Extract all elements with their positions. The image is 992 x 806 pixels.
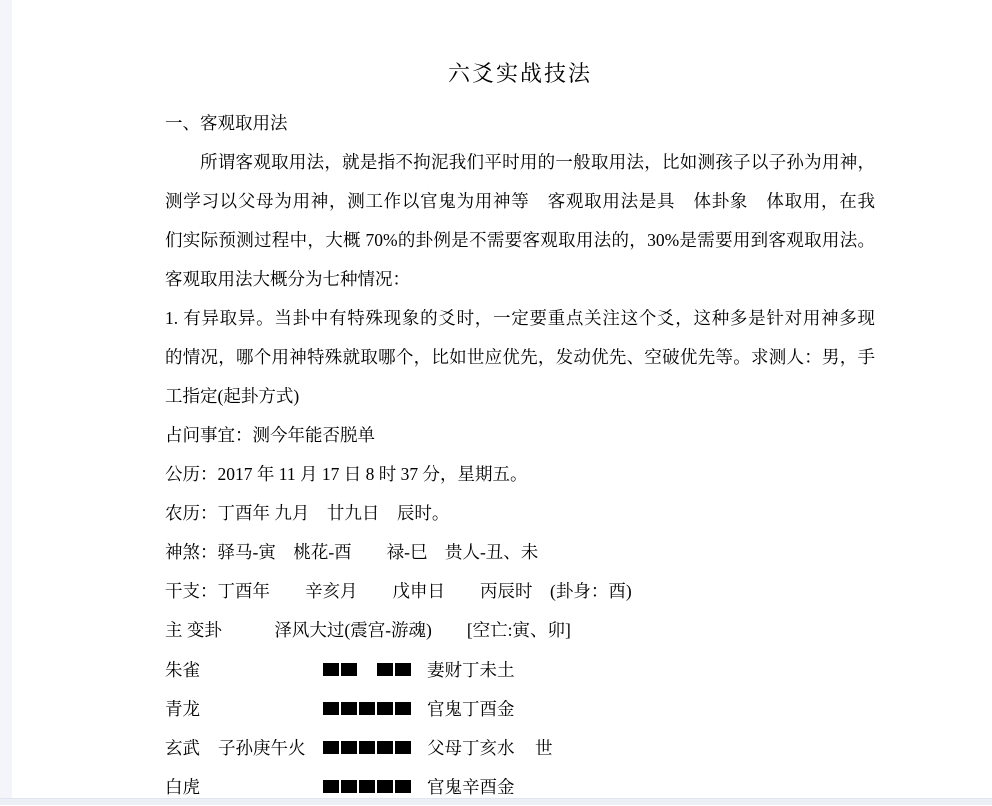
hexagram-row: [165, 689, 875, 728]
six-god-label: 白虎: [165, 777, 200, 797]
section-heading: 一、客观取用法: [165, 113, 288, 133]
six-god-label: 青龙: [165, 699, 200, 719]
yao-text: 官鬼丁酉金: [427, 699, 515, 719]
shi-marker: 世: [535, 738, 553, 758]
solar-date-line: 公历：2017 年 11 月 17 日 8 时 37 分，星期五。: [165, 464, 528, 484]
window-left-edge-strip: [0, 0, 12, 805]
six-god-label: 玄武: [165, 738, 200, 758]
paragraph-line: 的情况，哪个用神特殊就取哪个，比如世应优先，发动优先、空破优先等。求测人：男，手: [165, 347, 875, 367]
divination-topic-line: 占问事宜：测今年能否脱单: [165, 425, 375, 445]
yao-text: 官鬼辛酉金: [427, 777, 515, 797]
yao-line-yin: [323, 663, 411, 676]
numbered-item-line: 1. 有异取异。当卦中有特殊现象的爻时，一定要重点关注这个爻，这种多是针对用神多现: [165, 308, 875, 328]
paragraph-line: 们实际预测过程中，大概 70%的卦例是不需要客观取用法的，30%是需要用到客观取用法。: [165, 230, 875, 250]
page-title: 六爻实战技法: [447, 61, 592, 86]
hexagram-row: [165, 650, 875, 689]
shensha-line: 神煞：驿马-寅 桃花-酉 禄-巳 贵人-丑、未: [165, 542, 539, 562]
ganzhi-line: 干支：丁酉年 辛亥月 戊申日 丙辰时 (卦身：酉): [165, 581, 632, 601]
paragraph-line: 客观取用法大概分为七种情况：: [165, 269, 410, 289]
window-bottom-edge-strip: [0, 798, 992, 805]
six-god-label: 朱雀: [165, 660, 200, 680]
document-page: [165, 52, 875, 806]
yao-line-yang: [323, 741, 411, 754]
paragraph-line: 所谓客观取用法，就是指不拘泥我们平时用的一般取用法，比如测孩子以子孙为用神，: [200, 152, 875, 172]
lunar-date-line: 农历：丁酉年 九月 廿九日 辰时。: [165, 503, 450, 523]
yao-text: 妻财丁未土: [427, 660, 515, 680]
paragraph-line: 工指定(起卦方式): [165, 386, 300, 406]
yao-text: 父母丁亥水: [427, 738, 515, 758]
paragraph-line: 测学习以父母为用神，测工作以官鬼为用神等 客观取用法是具 体卦象 体取用，在我: [165, 191, 875, 211]
hexagram-header-line: 主 变卦 泽风大过(震宫-游魂) [空亡:寅、卯]: [165, 620, 571, 640]
hexagram-table: [165, 650, 875, 806]
yao-line-yang: [323, 702, 411, 715]
ganzhi-label: 子孙庚午火: [218, 738, 306, 758]
yao-line-yang: [323, 780, 411, 793]
hexagram-row: [165, 728, 875, 767]
